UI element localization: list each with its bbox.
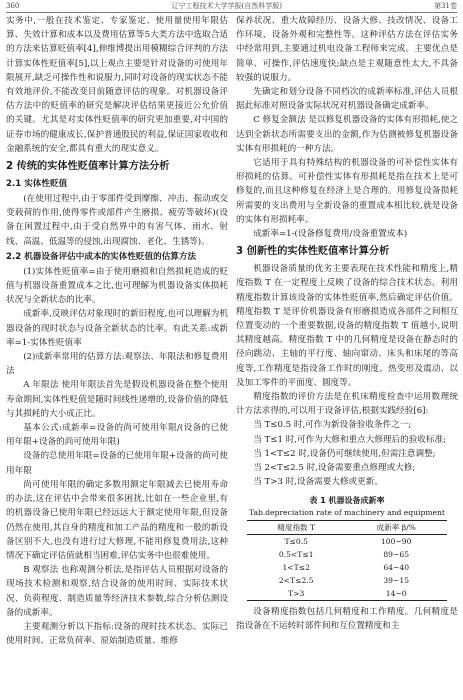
- journal-name: 辽宁工程技术大学学报(自然科学版): [171, 2, 282, 10]
- table-cell: 0.5<T≤1: [278, 549, 314, 559]
- running-header: [6, 0, 457, 13]
- paragraph: B 观察法 也称观测分析法,是指评估人员根据对设备的现场技术检测和观察,结合设备的使用时间、实际技术状况、负荷程度、制造质量等经济技术参数,综合分析估测设备的成新率。: [6, 565, 228, 618]
- criterion-item: 当 T≤0.5 时,可作为新设备验收条件之一;: [253, 420, 412, 431]
- criterion-item: 当 T>3 时,设备需要大修或更新。: [253, 477, 383, 488]
- table-cell: 100~90: [380, 536, 412, 546]
- paragraph: 先确定和划分设备不同档次的成新率标准,评估人员根据此标准对照设备实际状况对机器设备确定成新率。: [236, 87, 458, 112]
- table-row: [247, 561, 447, 574]
- paragraph: 精度指数的评价方法是在机床精度检查中运用数理统计方法求得的,可以用于设备评估,根据实践经验[6]:: [236, 392, 458, 417]
- table-cell: 39~15: [383, 575, 410, 585]
- paragraph: 设备精度指数包括几何精度和工作精度。几何精度是指设备在不运转时部件间和互位置精度和主: [236, 606, 458, 631]
- subsection-2-2-heading: 2.2 机器设备评估中成本的实体性贬值的估算方法: [6, 251, 197, 262]
- section-3-heading: 3 创新性的实体性贬值率计算分析: [236, 246, 390, 258]
- paragraph: 基本公式:成新率=设备的尚可使用年限/(设备的已使用年限+设备的尚可使用年限): [6, 423, 228, 448]
- paragraph: 主要观测分析以下指标:设备的现时技术状态、实际已使用时间、正常负荷率、原始制造质量、维修: [6, 621, 228, 647]
- paragraph: 尚可使用年限的确定多数用额定年限减去已使用寿命的办法,这在评估中会带来很多困扰,比如在一些企业里,有的机器设备已使用年限已经远远大于额定使用年限,但设备仍然在使用,其自身的精度和加工产品的精度和一般的新设备区别不大,也没有进行过大修理,不能用修复费用法,这种情况下确定评估值就相当困难,评估实务中也很难使用。: [6, 479, 228, 561]
- right-column: [236, 14, 458, 633]
- paragraph: (2)成新率常用的估算方法:观察法、年限法和修复费用法: [6, 352, 228, 377]
- table-cell: 1<T≤2: [282, 562, 310, 572]
- paragraph: (在使用过程中,由于零部件受到摩擦、冲击、振动或交变载荷的作用,使得零件或部件产生磨损、疲劳等破坏)(设备在闲置过程中,由于受自然界中的有害气体、雨水、射线、高温、低温等的侵蚀,出现腐蚀、老化、生锈等)。: [6, 194, 228, 247]
- table-row: [247, 574, 447, 587]
- paragraph: C 修复金额法 是以修复机器设备的实体有形损耗,使之达到全新状态所需要支出的金额,作为估测被修复机器设备实体有形损耗的一种方法。: [236, 115, 458, 154]
- table-cell: 14~0: [345, 587, 447, 601]
- table-row: [247, 587, 447, 601]
- table-cell: 2<T≤2.5: [278, 575, 314, 585]
- table-header-cell: 精度指数 T: [247, 520, 345, 534]
- volume-label: 第31卷: [434, 2, 457, 10]
- table-cell: T≤0.5: [284, 536, 308, 546]
- table-subtitle: Tab.depreciation rate of machinery and equipment: [249, 507, 445, 517]
- section-2-heading: 2 传统的实体性贬值率计算方法分析: [6, 161, 170, 173]
- paragraph: 它适用于具有特殊结构的机器设备的可补偿性实体有形损耗的估算。可补偿性实体有形损耗是指在技术上是可修复的,而且这种修复在经济上是合理的。用修复设备损耗所需要的支出费用与全新设备的重置成本相比较,就是设备的实体有形损耗率。: [236, 158, 458, 225]
- paragraph: A 年限法 使用年限法首先是假设机器设备在整个使用寿命期间,实体性贬值是随时间线性递增的,设备价值的降低与其损耗的大小成正比。: [6, 380, 228, 419]
- criterion-item: 当 1<T≤2 时,设备仍可继续使用,但需注意调整;: [253, 448, 436, 459]
- paragraph: 设备的总使用年限=设备的已使用年限+设备的尚可使用年限: [6, 451, 228, 476]
- table-title: 表 1 机器设备成新率: [309, 495, 385, 505]
- paragraph: 成新率,反映评估对象现时的新旧程度,也可以理解为机器设备的现时状态与设备全新状态的比率。有此关系:成新率=1-实体性贬值率: [6, 309, 228, 348]
- table-header-row: [247, 520, 447, 534]
- paragraph: 保养状况、重大故障经历、设备大修、技改情况、设备工作环境、设备外观和完整性等。这种评估方法在评估实务中经常用到,主要通过机电设备工程师来完成。主要优点是简单、可操作,评估速度快;缺点是主观随意性太大,不具备较强的说服力。: [236, 16, 458, 83]
- table-cell: 64~40: [383, 562, 410, 572]
- paragraph: 机器设备质量的优劣主要表现在技术性能和精度上,精度指数 T 在一定程度上反映了设备的综合技术状态。利用精度指数计算该设备的实体性贬值率,然后确定评估价值。精度指数 T 是评价机器设备有形磨损造成各部件之间相互位置变动的一个重要数据,设备的精度指数 T 值越小,说明其精度越高。精度指数 T 中的几何精度是设备在静态时的径向跳动、主轴的平行度、轴向窜动、床头和床尾的等高度等,工作精度是指设备工作时的刚度、热变形及震动、以及加工零件的平面度、圆度等。: [236, 264, 458, 388]
- table-row: [247, 548, 447, 561]
- criterion-item: 当 2<T≤2.5 时,设备需要重点修理或大修;: [253, 463, 416, 474]
- subsection-2-1-heading: 2.1 实体性贬值: [6, 179, 68, 190]
- table-cell: 89~65: [383, 549, 410, 559]
- criterion-item: 当 T≤1 时,可作为大修和重点大修理后的验收标准;: [253, 434, 446, 445]
- left-column: [6, 14, 228, 648]
- depreciation-table: [247, 520, 447, 601]
- table-header-cell: 成新率 β/%: [345, 520, 447, 534]
- intro-paragraph: 实务中,一般在技术鉴定、专家鉴定、使用量使用年限估算、失效计算和成本以及费用估算等5大类方法中选取合适的方法来估算贬值率[4],伸维博提出用模糊综合评判的方法计算实体性贬值率[5],以上观点主要是针对设备的可使用年限展开,缺乏可操作性和说服力,同时对设备的现实状态不能有效地评价,不能改变目前随意评估的现象。对机器设备评估方法中的贬值率的研究是解决评估结果更接近公允价值的关键。尤其是对实体性贬值率的研究更加重要,对中国的证券市场的健康成长,保护普通股民的利益,保证国家收收和金融系统的安全,都具有重大的现实意义。: [6, 16, 228, 154]
- formula-line: 成新率=1-(设备修复费用/设备重置成本): [253, 229, 408, 240]
- paragraph: (1)实体性贬值率=由于使用磨损和自然损耗造成的贬值与机器设备重置成本之比,也可理解为机器设备实体损耗状况与全新状态的比率。: [6, 266, 228, 306]
- page-number: 360: [6, 2, 20, 10]
- table-row: [247, 534, 447, 548]
- table-cell: T>3: [247, 587, 345, 601]
